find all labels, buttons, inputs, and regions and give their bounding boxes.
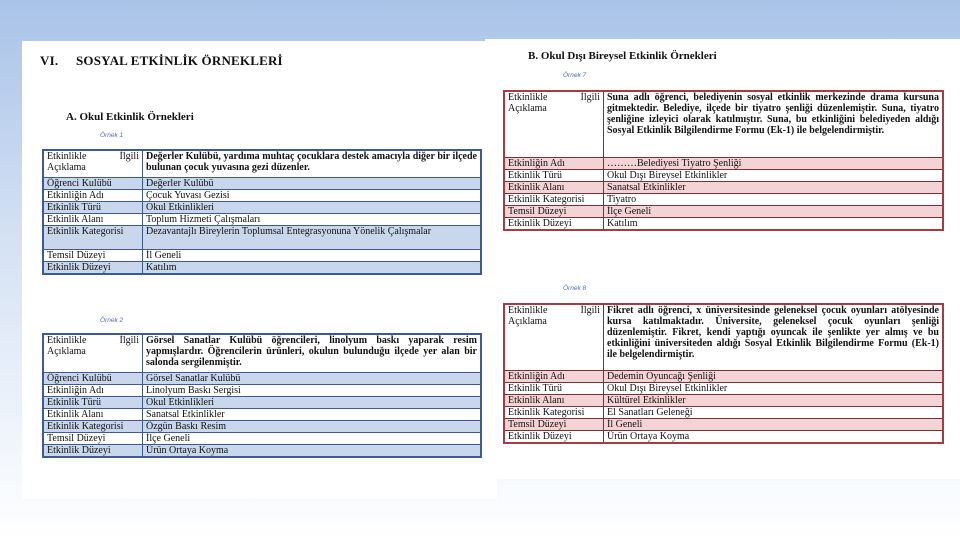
- table-row-value: El Sanatları Geleneği: [604, 406, 944, 418]
- table-row-key: Öğrenci Kulübü: [43, 177, 143, 189]
- subsection-title-a: A. Okul Etkinlik Örnekleri: [66, 111, 194, 123]
- table-row-key: Etkinlik Türü: [43, 396, 143, 408]
- table-row-key: Etkinlik Düzeyi: [504, 430, 604, 443]
- table-row-value: Linolyum Baskı Sergisi: [143, 384, 482, 396]
- table-row-value: İl Geneli: [604, 418, 944, 430]
- description-value-cell: Fikret adlı öğrenci, x üniversitesinde geleneksel çocuk oyunları atölyesinde kursa katılmaktadır. Üniversite, geleneksel çocuk oyunları şenliği düzenlemiştir. Fikret, kendi yaptığı oyuncak ile şenlikte yer almış ve bu etkinliğini üniversiteden aldığı Sosyal Etkinlik Bilgilendirme Formu (Ek-1) ile belgelendirmiştir.: [604, 304, 944, 370]
- table-row-value: Okul Etkinlikleri: [143, 201, 482, 213]
- section-heading: [40, 53, 283, 69]
- table-row-key: Etkinlik Türü: [504, 169, 604, 181]
- example-7-table: [503, 90, 944, 231]
- table-row-key: Etkinlik Düzeyi: [504, 217, 604, 230]
- example-1-table: [42, 149, 482, 275]
- table-row-value: Ürün Ortaya Koyma: [604, 430, 944, 443]
- table-row-key: Etkinlik Alanı: [43, 408, 143, 420]
- table-row-value: Katılım: [604, 217, 944, 230]
- table-row-key: Etkinlik Alanı: [43, 213, 143, 225]
- table-row-value: Değerler Kulübü: [143, 177, 482, 189]
- table-row-key: Temsil Düzeyi: [504, 418, 604, 430]
- table-row-key: Etkinlik Alanı: [504, 181, 604, 193]
- table-row-key: Etkinlik Düzeyi: [43, 444, 143, 457]
- table-row-value: İl Geneli: [143, 249, 482, 261]
- table-row-value: İlçe Geneli: [604, 205, 944, 217]
- table-row-key: Etkinlik Türü: [43, 201, 143, 213]
- description-key-cell: Etkinlikle İlgili Açıklama: [504, 91, 604, 157]
- description-key-cell: Etkinlikle İlgili Açıklama: [504, 304, 604, 370]
- subsection-title-b: B. Okul Dışı Bireysel Etkinlik Örnekleri: [528, 50, 717, 62]
- table-row-key: Temsil Düzeyi: [43, 432, 143, 444]
- table-row-value: İlçe Geneli: [143, 432, 482, 444]
- section-title: SOSYAL ETKİNLİK ÖRNEKLERİ: [76, 53, 283, 68]
- example-2-table: [42, 333, 482, 458]
- description-value-cell: Değerler Kulübü, yardıma muhtaç çocuklara destek amacıyla diğer bir ilçede bulunan çocuk yuvasına gezi düzenler.: [143, 150, 482, 177]
- table-row-key: Öğrenci Kulübü: [43, 372, 143, 384]
- table-row-value: Çocuk Yuvası Gezisi: [143, 189, 482, 201]
- left-document-page: [22, 41, 497, 499]
- table-row-value: Katılım: [143, 261, 482, 274]
- table-row-key: Etkinliğin Adı: [43, 189, 143, 201]
- table-row-key: Temsil Düzeyi: [504, 205, 604, 217]
- example-8-table: [503, 303, 944, 444]
- example-7-label: Örnek 7: [563, 72, 587, 79]
- table-row-value: Toplum Hizmeti Çalışmaları: [143, 213, 482, 225]
- table-row-value: Ürün Ortaya Koyma: [143, 444, 482, 457]
- description-value-cell: Görsel Sanatlar Kulübü öğrencileri, linolyum baskı yaparak resim yapmışlardır. Öğrencilerin ürünleri, okulun bulunduğu ilçede yer alan bir salonda sergilenmiştir.: [143, 334, 482, 372]
- example-1-label: Örnek 1: [100, 132, 124, 139]
- table-row-value: Okul Etkinlikleri: [143, 396, 482, 408]
- table-row-key: Etkinlik Kategorisi: [43, 225, 143, 249]
- table-row-value: Tiyatro: [604, 193, 944, 205]
- example-8-label: Örnek 8: [563, 285, 587, 292]
- table-row-value: Dezavantajlı Bireylerin Toplumsal Entegrasyonuna Yönelik Çalışmalar: [143, 225, 482, 249]
- example-2-label: Örnek 2: [100, 317, 124, 324]
- table-row-value: Kültürel Etkinlikler: [604, 394, 944, 406]
- table-row-key: Etkinlik Türü: [504, 382, 604, 394]
- section-number: VI.: [40, 53, 59, 68]
- table-row-value: Okul Dışı Bireysel Etkinlikler: [604, 169, 944, 181]
- table-row-value: Okul Dışı Bireysel Etkinlikler: [604, 382, 944, 394]
- description-key-cell: Etkinlikle İlgili Açıklama: [43, 150, 143, 177]
- table-row-value: Özgün Baskı Resim: [143, 420, 482, 432]
- table-row-key: Etkinlik Kategorisi: [504, 193, 604, 205]
- table-row-key: Etkinlik Kategorisi: [43, 420, 143, 432]
- table-row-key: Etkinliğin Adı: [504, 370, 604, 382]
- description-value-cell: Suna adlı öğrenci, belediyenin sosyal etkinlik merkezinde drama kursuna gitmektedir. Belediye, ilçede bir tiyatro şenliği düzenlemiştir. Suna, tiyatro şenliğine izleyici olarak katılmıştır. Suna, bu etkinliğini belediyeden aldığı Sosyal Etkinlik Bilgilendirme Formu (Ek-1) ile belgelendirmiştir.: [604, 91, 944, 157]
- right-document-page: [485, 39, 960, 479]
- table-row-value: ………Belediyesi Tiyatro Şenliği: [604, 157, 944, 169]
- table-row-key: Etkinliğin Adı: [504, 157, 604, 169]
- table-row-value: Sanatsal Etkinlikler: [143, 408, 482, 420]
- table-row-key: Temsil Düzeyi: [43, 249, 143, 261]
- table-row-value: Sanatsal Etkinlikler: [604, 181, 944, 193]
- description-key-cell: Etkinlikle İlgili Açıklama: [43, 334, 143, 372]
- table-row-key: Etkinlik Alanı: [504, 394, 604, 406]
- table-row-key: Etkinliğin Adı: [43, 384, 143, 396]
- table-row-key: Etkinlik Kategorisi: [504, 406, 604, 418]
- table-row-value: Dedemin Oyuncağı Şenliği: [604, 370, 944, 382]
- table-row-value: Görsel Sanatlar Kulübü: [143, 372, 482, 384]
- table-row-key: Etkinlik Düzeyi: [43, 261, 143, 274]
